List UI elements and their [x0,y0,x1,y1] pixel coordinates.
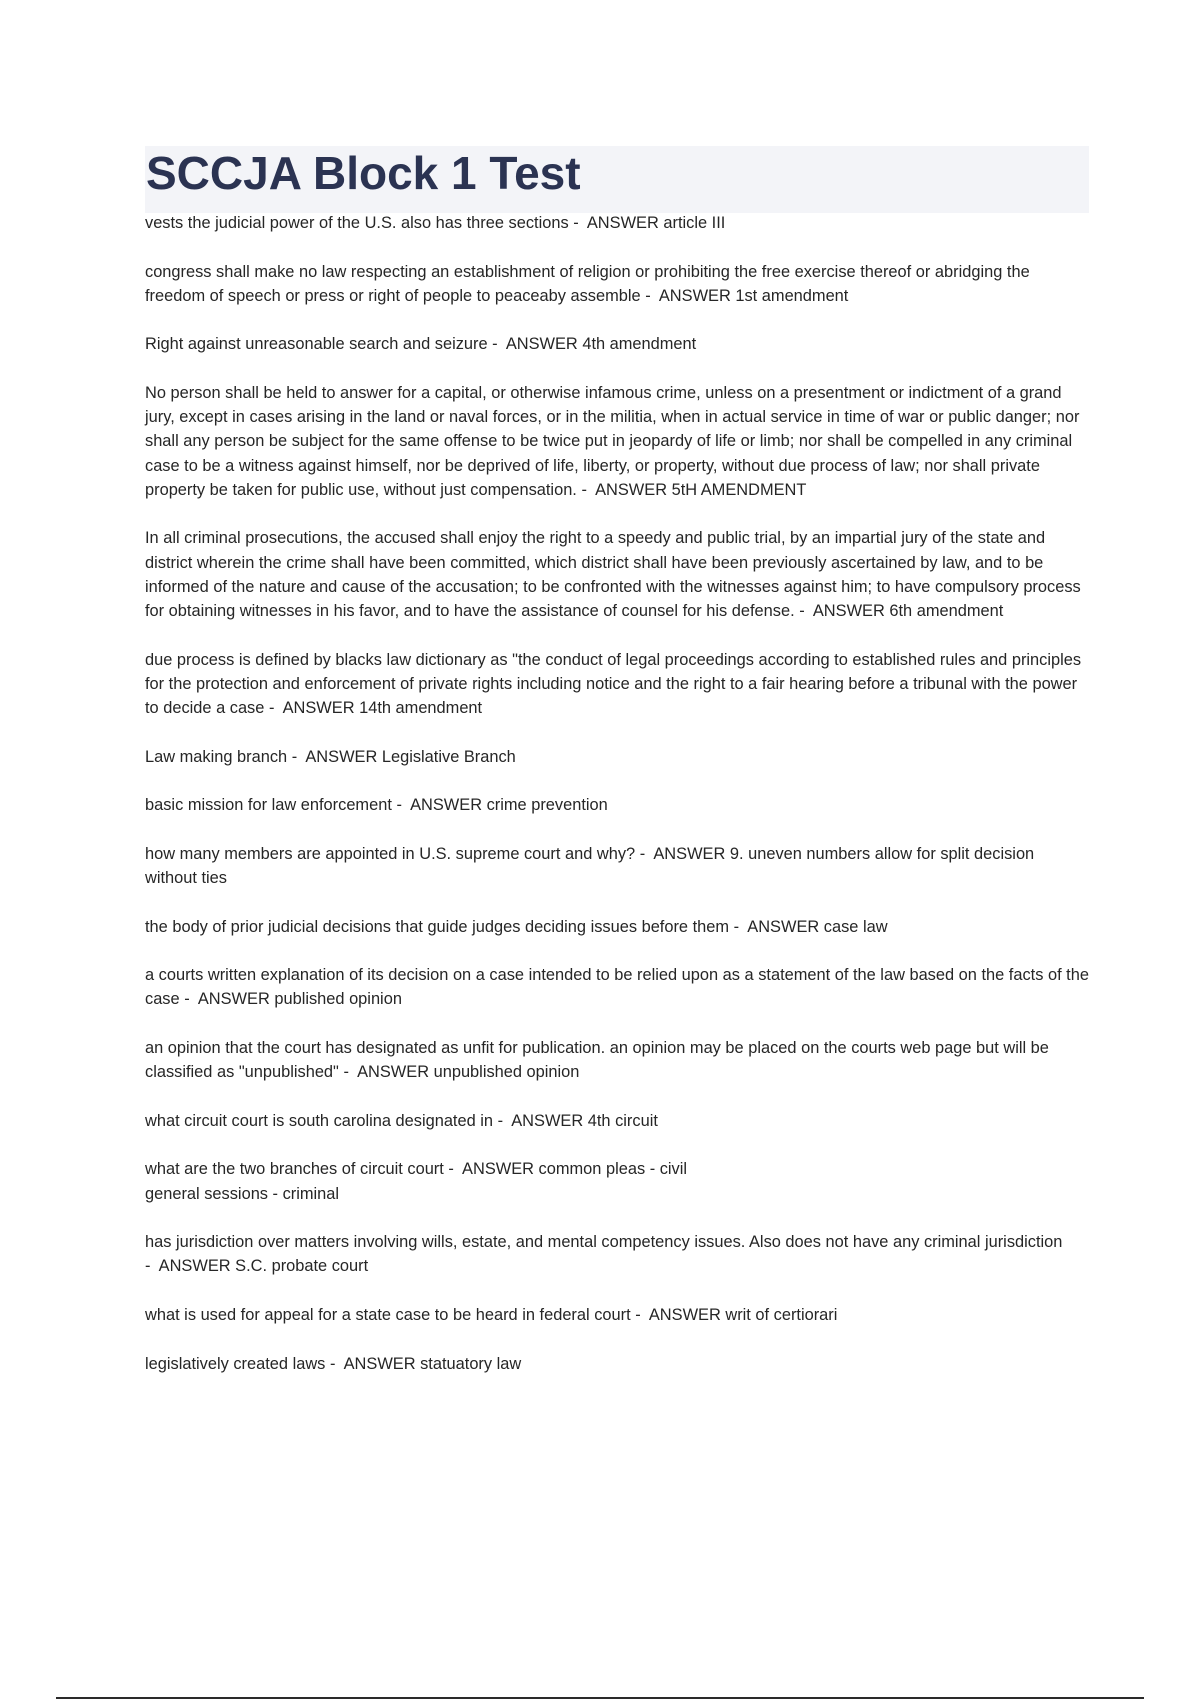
document-title: SCCJA Block 1 Test [146,147,581,199]
qa-item [145,211,1090,235]
qa-item [145,793,1090,817]
answer-marker: - ANSWER [799,602,890,620]
qa-answer: 5tH AMENDMENT [671,480,807,499]
qa-question: what circuit court is south carolina designated in [145,1111,494,1130]
qa-item [145,915,1090,939]
qa-question: a courts written explanation of its decision on a case intended to be relied upon as a statement of the law based on the facts of the case [145,966,1089,1009]
answer-marker: - ANSWER [291,747,382,766]
qa-item [145,1303,1090,1327]
qa-question: No person shall be held to answer for a capital, or otherwise infamous crime, unless on a presentment or indictment of a grand jury, except in cases arising in the land or naval forces, or in the militia, when in actual service in time of war or public danger; nor shall any person be subject for the same offense to be twice put in jeopardy of life or limb; nor shall be compelled in any criminal case to be a witness against himself, nor be deprived of life, liberty, or property, without due process of law; nor shall private property be taken for public use, without just compensation. [145,383,1080,499]
qa-item [145,1230,1090,1278]
qa-question: vests the judicial power of the U.S. also has three sections [145,214,569,232]
qa-question: has jurisdiction over matters involving wills, estate, and mental competency issues. Also does not have any criminal jurisdiction [145,1233,1063,1252]
answer-marker: - ANSWER [733,917,824,936]
answer-marker: - ANSWER [184,990,275,1009]
answer-marker: - ANSWER [396,796,487,815]
qa-answer: 4th circuit [587,1111,658,1130]
answer-marker: - ANSWER [343,1063,434,1082]
qa-question: In all criminal prosecutions, the accused shall enjoy the right to a speedy and public trial, by an impartial jury of the state and district wherein the crime shall have been committed, which district shall have been previously ascertained by law, and to be informed of the nature and cause of the accusation; to be confronted with the witnesses against him; to have compulsory process for obtaining witnesses in his favor, and to have the assistance of counsel for his defense. [145,529,1081,620]
answer-marker: - ANSWER [145,1257,236,1276]
answer-marker: - ANSWER [639,844,730,863]
qa-question: basic mission for law enforcement [145,796,392,815]
qa-question: an opinion that the court has designated as unfit for publication. an opinion may be placed on the courts web page but will be classified as "unpublished" [145,1038,1049,1082]
answer-marker: - ANSWER [492,335,583,354]
qa-item [145,260,1090,308]
qa-answer: crime prevention [486,796,608,815]
qa-item [145,963,1090,1011]
qa-item [145,842,1090,890]
qa-question: the body of prior judicial decisions that guide judges deciding issues before them [145,917,730,936]
qa-answer: 1st amendment [735,286,849,305]
answer-marker: - ANSWER [448,1160,539,1179]
qa-question: congress shall make no law respecting an establishment of religion or prohibiting the free exercise thereof or abridging the freedom of speech or press or right of people to peaceaby assemble [145,262,1030,305]
qa-item [145,526,1090,623]
qa-item [145,332,1090,356]
answer-marker: - ANSWER [581,480,672,499]
qa-question: what are the two branches of circuit court [145,1160,444,1179]
qa-item [145,1109,1090,1133]
qa-answer: 6th amendment [889,602,1004,620]
qa-answer: 14th amendment [359,699,483,717]
qa-answer: statuatory law [420,1354,522,1373]
qa-question: Right against unreasonable search and seizure [145,335,488,354]
qa-list [145,211,1090,1400]
qa-answer: case law [823,917,888,936]
qa-item [145,1036,1090,1084]
qa-answer: article III [663,214,726,232]
qa-answer: published opinion [274,990,402,1009]
qa-answer: common pleas - civil [538,1160,688,1179]
footer-rule [56,1697,1144,1699]
qa-answer: 4th amendment [582,335,697,354]
qa-answer: unpublished opinion [433,1063,580,1082]
answer-marker: - ANSWER [497,1111,588,1130]
answer-marker: - ANSWER [329,1354,421,1373]
qa-question: legislatively created laws [145,1354,326,1373]
qa-answer: Legislative Branch [381,747,516,766]
qa-answer: 9. uneven numbers allow for split decision without ties [145,844,1035,887]
qa-question: due process is defined by blacks law dictionary as "the conduct of legal proceedings according to established rules and principles for the protection and enforcement of private rights including notice and the right to a fair hearing before a tribunal with the power to decide a case [145,650,1082,717]
answer-marker: - ANSWER [268,699,360,717]
qa-item [145,381,1090,502]
qa-item [145,745,1090,769]
qa-item [145,1157,1090,1205]
qa-question: how many members are appointed in U.S. supreme court and why? [145,844,636,863]
qa-item [145,648,1090,721]
qa-question: Law making branch [145,747,288,766]
answer-marker: - ANSWER [645,286,736,305]
answer-marker: - ANSWER [635,1305,726,1324]
answer-marker: - ANSWER [573,214,664,232]
qa-answer-continued: general sessions - criminal [145,1184,340,1203]
qa-question: what is used for appeal for a state case to be heard in federal court [145,1305,631,1324]
qa-answer: S.C. probate court [235,1257,369,1276]
qa-answer: writ of certiorari [725,1305,838,1324]
qa-item [145,1352,1090,1376]
